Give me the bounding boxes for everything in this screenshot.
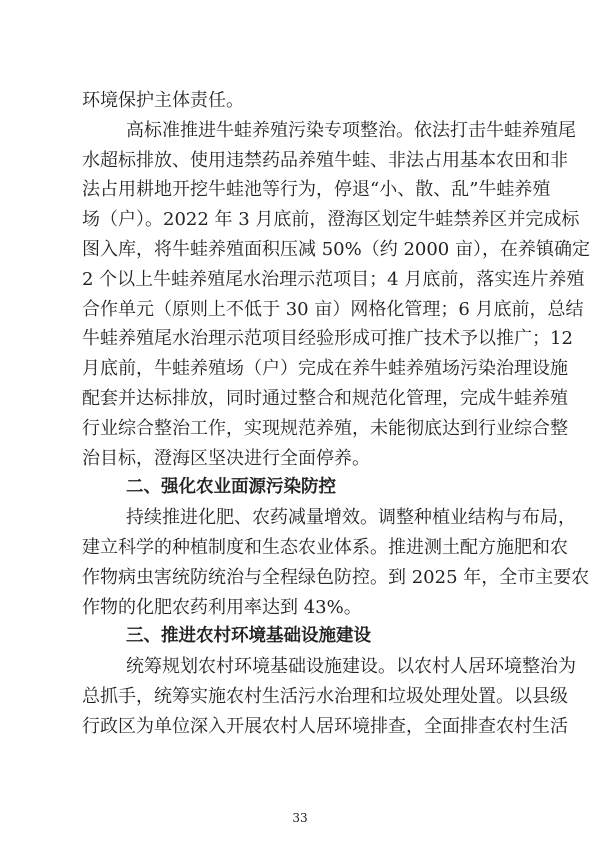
section-heading: 二、强化农业面源污染防控 [126,477,336,498]
text-line: 环境保护主体责任。 [82,90,244,111]
text-line: 作物病虫害统防统治与全程绿色防控。到 2025 年，全市主要农 [82,566,590,588]
section-heading: 三、推进农村环境基础设施建设 [126,626,371,647]
text-line: 图入库，将牛蛙养殖面积压减 50%（约 2000 亩），在养镇确定 [82,238,590,260]
text-line: 配套并达标排放，同时通过整合和规范化管理，完成牛蛙养殖 [82,387,568,409]
text-line: 持续推进化肥、农药减量增效。调整种植业结构与布局， [126,507,576,529]
text-line: 牛蛙养殖尾水治理示范项目经验形成可推广技术予以推广；12 [82,328,573,350]
text-line: 合作单元（原则上不低于 30 亩）网格化管理；6 月底前，总结 [82,298,584,320]
text-line: 法占用耕地开挖牛蛙池等行为，停退“小、散、乱”牛蛙养殖 [82,179,551,201]
text-line: 月底前，牛蛙养殖场（户）完成在养牛蛙养殖场污染治理设施 [82,358,568,380]
text-line: 2 个以上牛蛙养殖尾水治理示范项目；4 月底前，落实连片养殖 [82,268,585,290]
document-body [82,86,590,742]
text-line: 高标准推进牛蛙养殖污染专项整治。依法打击牛蛙养殖尾 [126,119,576,141]
text-line: 行业综合整治工作，实现规范养殖，未能彻底达到行业综合整 [82,417,568,439]
text-line: 场（户）。2022 年 3 月底前，澄海区划定牛蛙禁养区并完成标 [82,209,580,231]
text-line: 治目标，澄海区坚决进行全面停养。 [82,447,370,469]
page-number: 33 [292,811,308,825]
text-line: 作物的化肥农药利用率达到 43%。 [82,596,362,618]
text-line: 统筹规划农村环境基础设施建设。以农村人居环境整治为 [126,656,576,678]
text-line: 水超标排放、使用违禁药品养殖牛蛙、非法占用基本农田和非 [82,149,568,171]
text-line: 建立科学的种植制度和生态农业体系。推进测土配方施肥和农 [82,536,568,558]
text-line: 总抓手，统筹实施农村生活污水治理和垃圾处理处置。以县级 [82,685,568,707]
text-line: 行政区为单位深入开展农村人居环境排查，全面排查农村生活 [82,715,568,737]
